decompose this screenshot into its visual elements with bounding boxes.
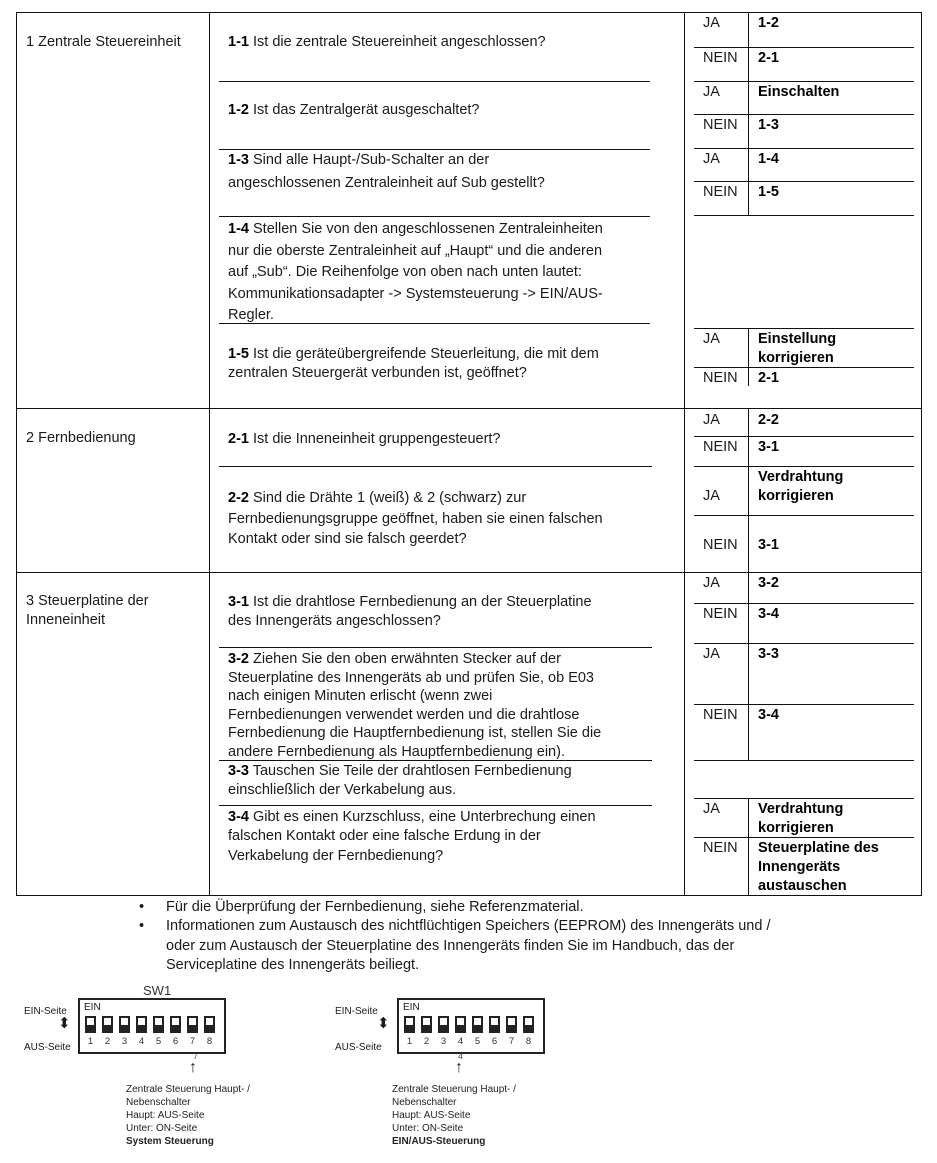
question-id: 3-1 xyxy=(228,594,249,610)
answer-divider xyxy=(694,328,914,329)
caption-line: Zentrale Steuerung Haupt- / xyxy=(126,1084,250,1095)
dip-switch-5[interactable] xyxy=(472,1016,483,1033)
answer-divider xyxy=(694,215,914,216)
question-text: Stellen Sie von den angeschlossenen Zentraleinheiten xyxy=(248,221,603,237)
note-text: Serviceplatine des Innengeräts beiliegt. xyxy=(166,956,420,973)
switch-number: 5 xyxy=(474,1036,481,1047)
answer-divider xyxy=(694,81,914,82)
answer-divider xyxy=(694,181,914,182)
dip-switch-5[interactable] xyxy=(153,1016,164,1033)
answer-label: NEIN xyxy=(703,606,738,622)
dip-switch-6[interactable] xyxy=(170,1016,181,1033)
answer-label: JA xyxy=(703,151,720,167)
caption-title: EIN/AUS-Steuerung xyxy=(392,1136,486,1147)
question-id: 1-1 xyxy=(228,34,249,50)
answer-destination: Einschalten xyxy=(758,84,840,100)
answer-label: JA xyxy=(703,801,720,817)
answer-label: NEIN xyxy=(703,439,738,455)
switch-number: 5 xyxy=(155,1036,162,1047)
caption-line: Haupt: AUS-Seite xyxy=(392,1110,471,1121)
switch-number: 7 xyxy=(189,1036,196,1047)
answer-destination: 2-2 xyxy=(758,412,779,428)
answer-divider xyxy=(694,760,914,761)
table-border-left xyxy=(16,12,17,896)
answer-divider xyxy=(694,466,914,467)
switch-number: 8 xyxy=(206,1036,213,1047)
answer-inner-divider xyxy=(748,328,749,386)
question-id: 3-2 xyxy=(228,651,249,667)
question-text: Fernbedienung die Hauptfernbedienung ist, stellen Sie die xyxy=(228,725,602,742)
section-title xyxy=(26,592,149,631)
switch-on-label: EIN xyxy=(403,1002,420,1013)
dip-switch-6[interactable] xyxy=(489,1016,500,1033)
answer-divider xyxy=(694,603,914,604)
answer-label: NEIN xyxy=(703,50,738,66)
question-2-2 xyxy=(228,488,603,550)
answer-divider xyxy=(694,515,914,516)
answer-destination: 1-4 xyxy=(758,151,779,167)
switch-number: 8 xyxy=(525,1036,532,1047)
switch-number: 6 xyxy=(172,1036,179,1047)
question-id: 1-2 xyxy=(228,102,249,118)
caption-line: Zentrale Steuerung Haupt- / xyxy=(392,1084,516,1095)
answer-destination-line: korrigieren xyxy=(758,488,834,504)
question-id: 2-1 xyxy=(228,431,249,447)
question-text: zentralen Steuergerät verbunden ist, geöffnet? xyxy=(228,365,527,382)
table-border-right xyxy=(921,12,922,896)
answer-label: JA xyxy=(703,331,720,347)
column-divider-2 xyxy=(684,12,685,896)
switch-number: 7 xyxy=(508,1036,515,1047)
caption-line: Unter: ON-Seite xyxy=(126,1123,198,1134)
question-divider xyxy=(219,216,650,217)
switch-number: 3 xyxy=(440,1036,447,1047)
question-text: Fernbedienungen verwendet werden und die drahtlose xyxy=(228,706,580,723)
answer-divider xyxy=(694,47,914,48)
answer-label: NEIN xyxy=(703,537,738,553)
question-text: Gibt es einen Kurzschluss, eine Unterbrechung einen xyxy=(248,809,596,825)
answer-label: JA xyxy=(703,84,720,100)
question-text: nur die oberste Zentraleinheit auf „Haupt“ und die anderen xyxy=(228,242,603,259)
question-text: Kommunikationsadapter -> Systemsteuerung -> EIN/AUS- xyxy=(228,285,603,302)
answer-label: NEIN xyxy=(703,707,738,723)
answer-destination: 3-1 xyxy=(758,537,779,553)
question-2-1 xyxy=(228,430,501,449)
answer-inner-divider xyxy=(748,409,749,573)
question-text: Sind alle Haupt-/Sub-Schalter an der xyxy=(248,152,490,168)
answer-label: NEIN xyxy=(703,370,738,386)
answer-destination: 3-4 xyxy=(758,606,779,622)
dip-switch-3[interactable] xyxy=(119,1016,130,1033)
on-side-label: EIN-Seite xyxy=(24,1006,67,1017)
answer-divider xyxy=(694,114,914,115)
question-text: des Innengeräts angeschlossen? xyxy=(228,613,441,630)
section-title-line: 3 Steuerplatine der xyxy=(26,593,149,609)
question-id: 1-4 xyxy=(228,221,249,237)
question-id: 3-3 xyxy=(228,763,249,779)
question-3-3 xyxy=(228,762,572,801)
question-1-5 xyxy=(228,345,599,384)
on-side-label: EIN-Seite xyxy=(335,1006,378,1017)
question-id: 1-5 xyxy=(228,346,249,362)
answer-destination: 3-4 xyxy=(758,707,779,723)
up-down-arrow-icon: ⬍ xyxy=(58,1015,71,1032)
column-divider-1 xyxy=(209,12,210,896)
question-id: 2-2 xyxy=(228,490,249,506)
question-divider xyxy=(219,805,652,806)
bullet-icon: • xyxy=(139,918,145,935)
question-text: Regler. xyxy=(228,307,274,323)
answer-divider xyxy=(694,704,914,705)
question-text: angeschlossenen Zentraleinheit auf Sub gestellt? xyxy=(228,175,545,192)
section-title-line: Inneneinheit xyxy=(26,612,106,629)
question-divider xyxy=(219,647,652,648)
switch-number: 1 xyxy=(87,1036,94,1047)
up-arrow-icon: ↑ xyxy=(189,1059,197,1076)
answer-destination-line: Steuerplatine des xyxy=(758,840,879,856)
note-text: Informationen zum Austausch des nichtflüchtigen Speichers (EEPROM) des Innengeräts und / xyxy=(166,918,771,935)
answer-destination xyxy=(758,468,843,506)
question-id: 1-3 xyxy=(228,152,249,168)
switch-number: 4 xyxy=(138,1036,145,1047)
question-text: Verkabelung der Fernbedienung? xyxy=(228,847,444,864)
question-1-1 xyxy=(228,33,546,52)
question-divider xyxy=(219,466,652,467)
dip-switch-block xyxy=(78,998,226,1054)
question-text: Ist die zentrale Steuereinheit angeschlossen? xyxy=(248,34,546,50)
caption-line: Nebenschalter xyxy=(126,1097,191,1108)
question-id: 3-4 xyxy=(228,809,249,825)
section-divider-2 xyxy=(16,572,922,573)
answer-label: JA xyxy=(703,488,720,504)
answer-label: JA xyxy=(703,646,720,662)
answer-destination-line: korrigieren xyxy=(758,350,834,366)
switch-number: 3 xyxy=(121,1036,128,1047)
question-1-4 xyxy=(228,219,603,327)
answer-destination-line: Verdrahtung xyxy=(758,469,844,485)
caption-title: System Steuerung xyxy=(126,1136,214,1147)
answer-inner-divider xyxy=(748,12,749,216)
note-text: oder zum Austausch der Steuerplatine des Innengeräts finden Sie im Handbuch, das der xyxy=(166,937,735,954)
diagram-title: SW1 xyxy=(143,983,172,998)
question-text: einschließlich der Verkabelung aus. xyxy=(228,782,457,799)
answer-divider xyxy=(694,148,914,149)
question-text: Steuerplatine des Innengeräts ab und prüfen Sie, ob E03 xyxy=(228,669,594,686)
answer-destination: 3-3 xyxy=(758,646,779,662)
switch-number: 4 xyxy=(457,1036,464,1047)
answer-divider xyxy=(694,643,914,644)
answer-label: NEIN xyxy=(703,840,738,856)
question-text: nach einigen Minuten erlischt (wenn zwei xyxy=(228,688,493,705)
dip-switch-7[interactable] xyxy=(506,1016,517,1033)
notes-list xyxy=(137,898,771,975)
question-3-1 xyxy=(228,593,592,632)
question-text: falschen Kontakt oder eine falsche Erdung in der xyxy=(228,828,541,845)
switch-on-label: EIN xyxy=(84,1002,101,1013)
question-text: Tauschen Sie Teile der drahtlosen Fernbedienung xyxy=(248,763,572,779)
dip-switch-7[interactable] xyxy=(187,1016,198,1033)
question-3-4 xyxy=(228,808,596,866)
question-text: andere Fernbedienung als Hauptfernbedienung ein). xyxy=(228,743,565,760)
answer-destination: 2-1 xyxy=(758,50,779,66)
dip-switch-8[interactable] xyxy=(204,1016,215,1033)
answer-label: NEIN xyxy=(703,184,738,200)
answer-destination-line: Verdrahtung xyxy=(758,801,844,817)
dip-switch-8[interactable] xyxy=(523,1016,534,1033)
question-text: Ziehen Sie den oben erwähnten Stecker auf der xyxy=(248,651,561,667)
switch-number: 2 xyxy=(423,1036,430,1047)
section-title: 2 Fernbedienung xyxy=(26,430,136,446)
question-text: Ist die geräteübergreifende Steuerleitung, die mit dem xyxy=(248,346,599,362)
question-text: Sind die Drähte 1 (weiß) & 2 (schwarz) zur xyxy=(248,490,527,506)
table-border-top xyxy=(16,12,922,13)
up-down-arrow-icon: ⬍ xyxy=(377,1015,390,1032)
dip-switch-1[interactable] xyxy=(85,1016,96,1033)
diagram-caption xyxy=(392,1083,516,1148)
caption-line: Unter: ON-Seite xyxy=(392,1123,464,1134)
answer-destination: 2-1 xyxy=(758,370,779,386)
dip-switch-4[interactable] xyxy=(455,1016,466,1033)
pointer-number: 4 xyxy=(458,1052,463,1061)
note-text: Für die Überprüfung der Fernbedienung, siehe Referenzmaterial. xyxy=(166,899,584,915)
answer-divider xyxy=(694,798,914,799)
question-text: Kontakt oder sind sie falsch geerdet? xyxy=(228,531,467,547)
off-side-label: AUS-Seite xyxy=(335,1042,382,1053)
answer-destination-line: Innengeräts xyxy=(758,859,841,875)
off-side-label: AUS-Seite xyxy=(24,1042,71,1053)
answer-destination xyxy=(758,839,879,896)
answer-label: JA xyxy=(703,15,720,31)
question-text: Fernbedienungsgruppe geöffnet, haben sie einen falschen xyxy=(228,510,603,527)
answer-label: NEIN xyxy=(703,117,738,133)
answer-inner-divider xyxy=(748,573,749,761)
question-divider xyxy=(219,81,650,82)
caption-line: Haupt: AUS-Seite xyxy=(126,1110,205,1121)
question-1-2 xyxy=(228,101,480,120)
answer-label: JA xyxy=(703,575,720,591)
question-text: Ist das Zentralgerät ausgeschaltet? xyxy=(248,102,480,118)
up-arrow-icon: ↑ xyxy=(455,1059,463,1076)
dip-switch-2[interactable] xyxy=(102,1016,113,1033)
caption-line: Nebenschalter xyxy=(392,1097,457,1108)
switch-number: 1 xyxy=(406,1036,413,1047)
answer-destination: 1-2 xyxy=(758,15,779,31)
dip-switch-1[interactable] xyxy=(404,1016,415,1033)
dip-switch-2[interactable] xyxy=(421,1016,432,1033)
answer-label: JA xyxy=(703,412,720,428)
switch-number: 6 xyxy=(491,1036,498,1047)
bullet-icon: • xyxy=(139,899,145,915)
question-1-3 xyxy=(228,151,545,194)
answer-destination xyxy=(758,330,836,368)
answer-divider xyxy=(694,436,914,437)
answer-destination-line: korrigieren xyxy=(758,820,834,836)
question-text: Ist die drahtlose Fernbedienung an der Steuerplatine xyxy=(248,594,592,610)
section-title: 1 Zentrale Steuereinheit xyxy=(26,34,181,50)
dip-switch-block xyxy=(397,998,545,1054)
answer-destination: 3-2 xyxy=(758,575,779,591)
question-text: Ist die Inneneinheit gruppengesteuert? xyxy=(248,431,501,447)
answer-destination: 3-1 xyxy=(758,439,779,455)
answer-destination: 1-3 xyxy=(758,117,779,133)
question-3-2 xyxy=(228,650,601,762)
answer-destination-line: austauschen xyxy=(758,878,847,894)
section-divider-1 xyxy=(16,408,922,409)
note-item xyxy=(137,917,771,975)
pointer-number: 7 xyxy=(193,1052,198,1061)
answer-destination-line: Einstellung xyxy=(758,331,837,347)
answer-destination: 1-5 xyxy=(758,184,779,200)
question-divider xyxy=(219,149,650,150)
answer-inner-divider xyxy=(748,798,749,896)
dip-switch-3[interactable] xyxy=(438,1016,449,1033)
dip-switch-4[interactable] xyxy=(136,1016,147,1033)
question-text: auf „Sub“. Die Reihenfolge von oben nach unten lautet: xyxy=(228,264,582,280)
note-item xyxy=(137,898,771,917)
diagram-caption xyxy=(126,1083,250,1148)
switch-number: 2 xyxy=(104,1036,111,1047)
answer-destination xyxy=(758,800,843,838)
